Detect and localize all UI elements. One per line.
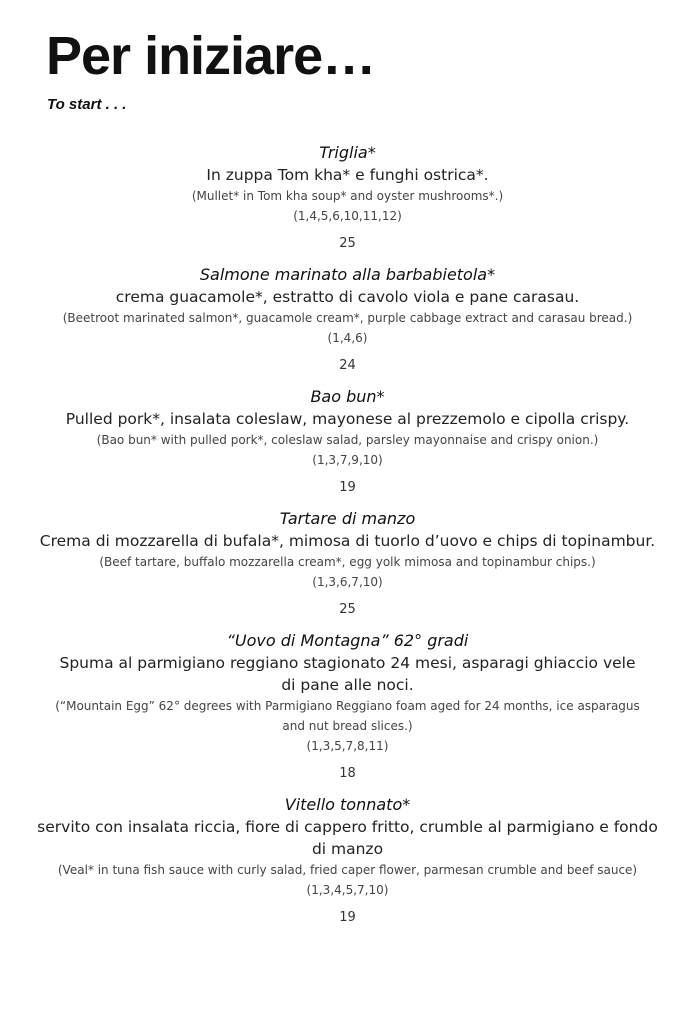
dish-description: crema guacamole*, estratto di cavolo viola e pane carasau. xyxy=(115,288,580,306)
dish-description: In zuppa Tom kha* e funghi ostrica*. xyxy=(206,166,489,184)
dish-price: 25 xyxy=(339,602,356,617)
dish-translation: (Mullet* in Tom kha soup* and oyster mushrooms*.) xyxy=(191,189,504,203)
dish-allergens: (1,3,6,7,10) xyxy=(312,575,383,589)
dish-allergens: (1,4,6) xyxy=(327,331,368,345)
menu-item xyxy=(0,630,695,785)
dish-description: Crema di mozzarella di bufala*, mimosa di tuorlo d’uovo e chips di topinambur. xyxy=(39,532,656,550)
menu-list xyxy=(0,142,695,938)
dish-price: 19 xyxy=(339,910,356,925)
menu-item xyxy=(0,386,695,499)
dish-translation: (“Mountain Egg” 62° degrees with Parmigiano Reggiano foam aged for 24 months, ice asparagus and nut bread slices.) xyxy=(55,699,640,733)
dish-allergens: (1,3,5,7,8,11) xyxy=(306,739,389,753)
dish-translation: (Bao bun* with pulled pork*, coleslaw salad, parsley mayonnaise and crispy onion.) xyxy=(96,433,599,447)
dish-name: Bao bun* xyxy=(310,387,385,406)
dish-name: Tartare di manzo xyxy=(279,509,416,528)
page-subtitle: To start . . . xyxy=(47,96,127,113)
menu-item xyxy=(0,142,695,255)
dish-allergens: (1,3,7,9,10) xyxy=(312,453,383,467)
dish-translation: (Beef tartare, buffalo mozzarella cream*, egg yolk mimosa and topinambur chips.) xyxy=(99,555,596,569)
dish-description: servito con insalata riccia, fiore di cappero fritto, crumble al parmigiano e fondo di manzo xyxy=(37,818,658,858)
dish-price: 25 xyxy=(339,236,356,251)
dish-translation: (Veal* in tuna fish sauce with curly salad, fried caper flower, parmesan crumble and beef sauce) xyxy=(57,863,638,877)
menu-item xyxy=(0,264,695,377)
dish-description: Spuma al parmigiano reggiano stagionato 24 mesi, asparagi ghiaccio vele di pane alle noci. xyxy=(59,654,636,694)
dish-name: Triglia* xyxy=(319,143,376,162)
dish-price: 18 xyxy=(339,766,356,781)
dish-price: 19 xyxy=(339,480,356,495)
dish-name: “Uovo di Montagna” 62° gradi xyxy=(226,631,469,650)
dish-price: 24 xyxy=(339,358,356,373)
page-title: Per iniziare… xyxy=(46,26,376,86)
dish-name: Vitello tonnato* xyxy=(284,795,411,814)
dish-allergens: (1,4,5,6,10,11,12) xyxy=(293,209,402,223)
dish-description: Pulled pork*, insalata coleslaw, mayonese al prezzemolo e cipolla crispy. xyxy=(65,410,630,428)
menu-item xyxy=(0,794,695,929)
dish-translation: (Beetroot marinated salmon*, guacamole cream*, purple cabbage extract and carasau bread.) xyxy=(62,311,633,325)
dish-allergens: (1,3,4,5,7,10) xyxy=(306,883,389,897)
menu-item xyxy=(0,508,695,621)
dish-name: Salmone marinato alla barbabietola* xyxy=(199,265,496,284)
